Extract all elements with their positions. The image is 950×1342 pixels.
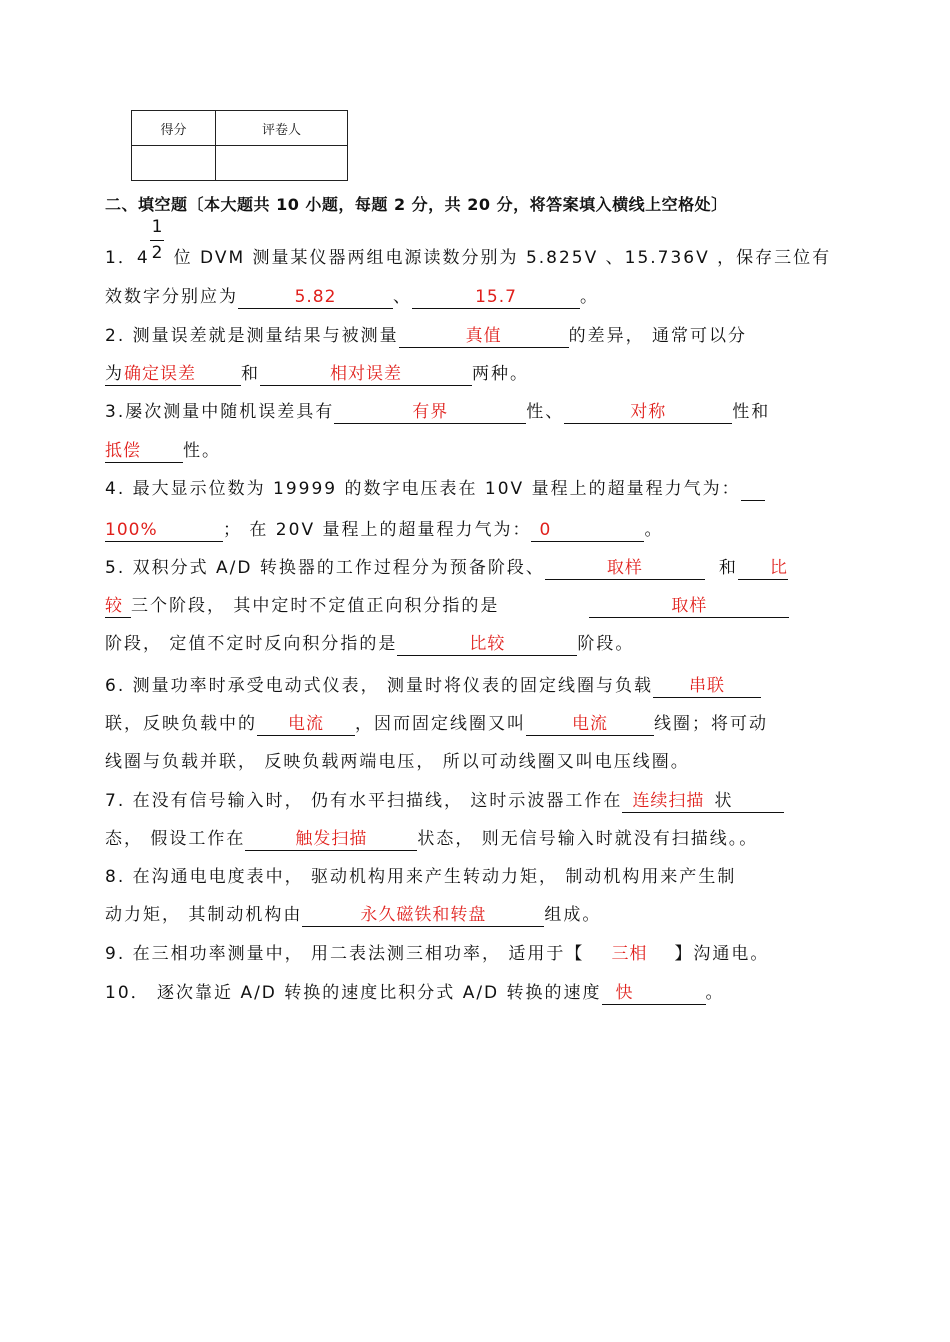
q2-line2 [105, 362, 529, 386]
q2-answer-2: 确定误差 [124, 364, 196, 384]
q8-line2 [105, 903, 601, 927]
grader-header: 评卷人 [216, 111, 348, 146]
q7-text: 7. 在没有信号输入时， 仍有水平扫描线， 这时示波器工作在 [105, 791, 623, 811]
q9-line1 [105, 942, 769, 966]
q1-line2-text: 效数字分别应为 [105, 287, 238, 307]
q5-line3-text: 阶段， 定值不定时反向积分指的是 [105, 634, 398, 654]
q2-answer-1: 真值 [465, 326, 502, 346]
q9-end: 】沟通电。 [674, 944, 770, 964]
q6-blank-3[interactable] [526, 713, 654, 736]
q10-answer-1: 快 [615, 983, 634, 1003]
q7-line1 [105, 789, 784, 813]
q5-blank-3[interactable] [589, 595, 789, 618]
q1-blank-2[interactable] [412, 286, 580, 309]
q4-blank-1-start [741, 478, 765, 501]
q9-text: 9. 在三相功率测量中， 用二表法测三相功率， 适用于【 [105, 944, 585, 964]
q6-mid: ，因而固定线圈又叫 [355, 714, 526, 734]
q10-text: 10． 逐次靠近 A/D 转换的速度比积分式 A/D 转换的速度 [105, 983, 602, 1003]
q4-answer-1: 100% [105, 520, 158, 540]
q2-blank-1[interactable] [399, 325, 569, 348]
q3-mid-1: 性、 [526, 402, 565, 422]
q3-text: 3.屡次测量中随机误差具有 [105, 402, 335, 422]
q3-answer-1: 有界 [412, 402, 449, 422]
q4-line1 [105, 477, 765, 501]
q3-line1 [105, 400, 770, 424]
q2-line1 [105, 324, 747, 348]
q10-blank-1[interactable] [602, 982, 706, 1005]
q7-answer-1-tail: 状 [714, 791, 734, 811]
score-table [131, 110, 348, 181]
q2-mid: 的差异， 通常可以分 [568, 326, 748, 346]
q5-end: 阶段。 [577, 634, 635, 654]
q3-blank-2[interactable] [564, 401, 732, 424]
q6-line1 [105, 674, 761, 698]
q6-blank-2[interactable] [257, 713, 355, 736]
q8-answer-1: 永久磁铁和转盘 [360, 905, 487, 925]
q8-line2-text: 动力矩， 其制动机构由 [105, 905, 303, 925]
q7-answer-2: 触发扫描 [295, 829, 368, 849]
fraction-bar [150, 240, 164, 241]
q5-line3 [105, 632, 634, 656]
q1-answer-2: 15.7 [475, 287, 517, 307]
q7-line2 [105, 827, 758, 851]
q8-line1: 8. 在沟通电电度表中， 驱动机构用来产生转动力矩， 制动机构用来产生制 [105, 867, 737, 887]
q10-end: 。 [705, 983, 725, 1003]
q4-end: 。 [644, 520, 664, 540]
q2-end: 两种。 [472, 364, 529, 384]
q1-prefix: 1．4 [105, 248, 150, 268]
q2-answer-2-prefix: 为 [105, 364, 124, 384]
q6-mid-2: 线圈；将可动 [654, 714, 768, 734]
q5-answer-2-part1: 比 [769, 558, 788, 578]
score-header: 得分 [132, 111, 216, 146]
q1-text: 位 DVM 测量某仪器两组电源读数分别为 5.825V 、15.736V ，保存三位有 [173, 248, 832, 268]
score-cell [132, 146, 216, 181]
q7-blank-2[interactable] [245, 828, 417, 851]
q5-mid: 三个阶段， 其中定时不定值正向积分指的是 [131, 596, 500, 616]
q9-blank-1[interactable] [584, 942, 674, 966]
q1-blank-1[interactable] [238, 286, 393, 309]
q2-answer-3: 相对误差 [330, 364, 402, 384]
section-title: 二、填空题〔本大题共 10 小题，每题 2 分，共 20 分，将答案填入横线上空格处〕 [105, 195, 728, 214]
q3-answer-3: 抵偿 [105, 441, 141, 461]
q7-end: 状态， 则无信号输入时就没有扫描线。。 [417, 829, 759, 849]
q2-text: 2. 测量误差就是测量结果与被测量 [105, 326, 399, 346]
fraction-denominator: 2 [151, 243, 163, 263]
q5-answer-3: 取样 [671, 596, 708, 616]
q5-answer-4: 比较 [469, 634, 506, 654]
q1-answer-1: 5.82 [294, 287, 337, 307]
q3-end: 性。 [183, 441, 221, 461]
q7-blank-1[interactable] [622, 790, 784, 813]
q1-line1 [105, 246, 831, 270]
q6-answer-2: 电流 [288, 714, 324, 734]
q3-blank-3[interactable] [105, 440, 183, 463]
q4-text: 4. 最大显示位数为 19999 的数字电压表在 10V 量程上的超量程力气为： [105, 479, 741, 499]
q5-blank-2-end[interactable] [105, 595, 131, 618]
q8-end: 组成。 [544, 905, 602, 925]
q4-mid: ； 在 20V 量程上的超量程力气为： [223, 520, 532, 540]
q10-line1 [105, 981, 725, 1005]
q9-answer-1: 三相 [611, 944, 648, 964]
q5-blank-2-start[interactable] [738, 557, 788, 580]
q5-blank-1[interactable] [545, 557, 705, 580]
q6-answer-1: 串联 [689, 676, 726, 696]
q6-answer-3: 电流 [572, 714, 608, 734]
q3-answer-2: 对称 [630, 402, 667, 422]
fraction-numerator: 1 [151, 217, 163, 237]
q8-blank-1[interactable] [302, 904, 544, 927]
q5-answer-2-part2: 较 [105, 596, 123, 616]
q4-answer-2: 0 [539, 520, 552, 540]
q5-line1 [105, 556, 788, 580]
q3-line2 [105, 439, 221, 463]
q1-sep: 、 [393, 287, 412, 307]
q5-line2 [105, 594, 789, 618]
q1-end: 。 [580, 287, 599, 307]
q3-mid-2: 性和 [732, 402, 771, 422]
q4-blank-1[interactable] [105, 519, 223, 542]
q6-text: 6. 测量功率时承受电动式仪表， 测量时将仪表的固定线圈与负载 [105, 676, 654, 696]
q3-blank-1[interactable] [334, 401, 526, 424]
q7-answer-1: 连续扫描 [632, 791, 705, 811]
q5-answer-1: 取样 [606, 558, 643, 578]
grader-cell [216, 146, 348, 181]
q2-and: 和 [241, 364, 260, 384]
q2-blank-3[interactable] [260, 363, 472, 386]
q6-blank-1[interactable] [653, 675, 761, 698]
q7-line2-text: 态， 假设工作在 [105, 829, 246, 849]
q6-line2-text: 联，反映负载中的 [105, 714, 257, 734]
q5-blank-4[interactable] [397, 633, 577, 656]
q1-line2 [105, 285, 599, 309]
q5-and: 和 [718, 558, 738, 578]
q4-blank-2[interactable] [531, 519, 644, 542]
q2-blank-2[interactable] [105, 363, 241, 386]
q4-line2 [105, 518, 663, 542]
q6-line3: 线圈与负载并联， 反映负载两端电压， 所以可动线圈又叫电压线圈。 [105, 752, 690, 772]
q5-text: 5. 双积分式 A/D 转换器的工作过程分为预备阶段、 [105, 558, 545, 578]
q6-line2 [105, 712, 768, 736]
